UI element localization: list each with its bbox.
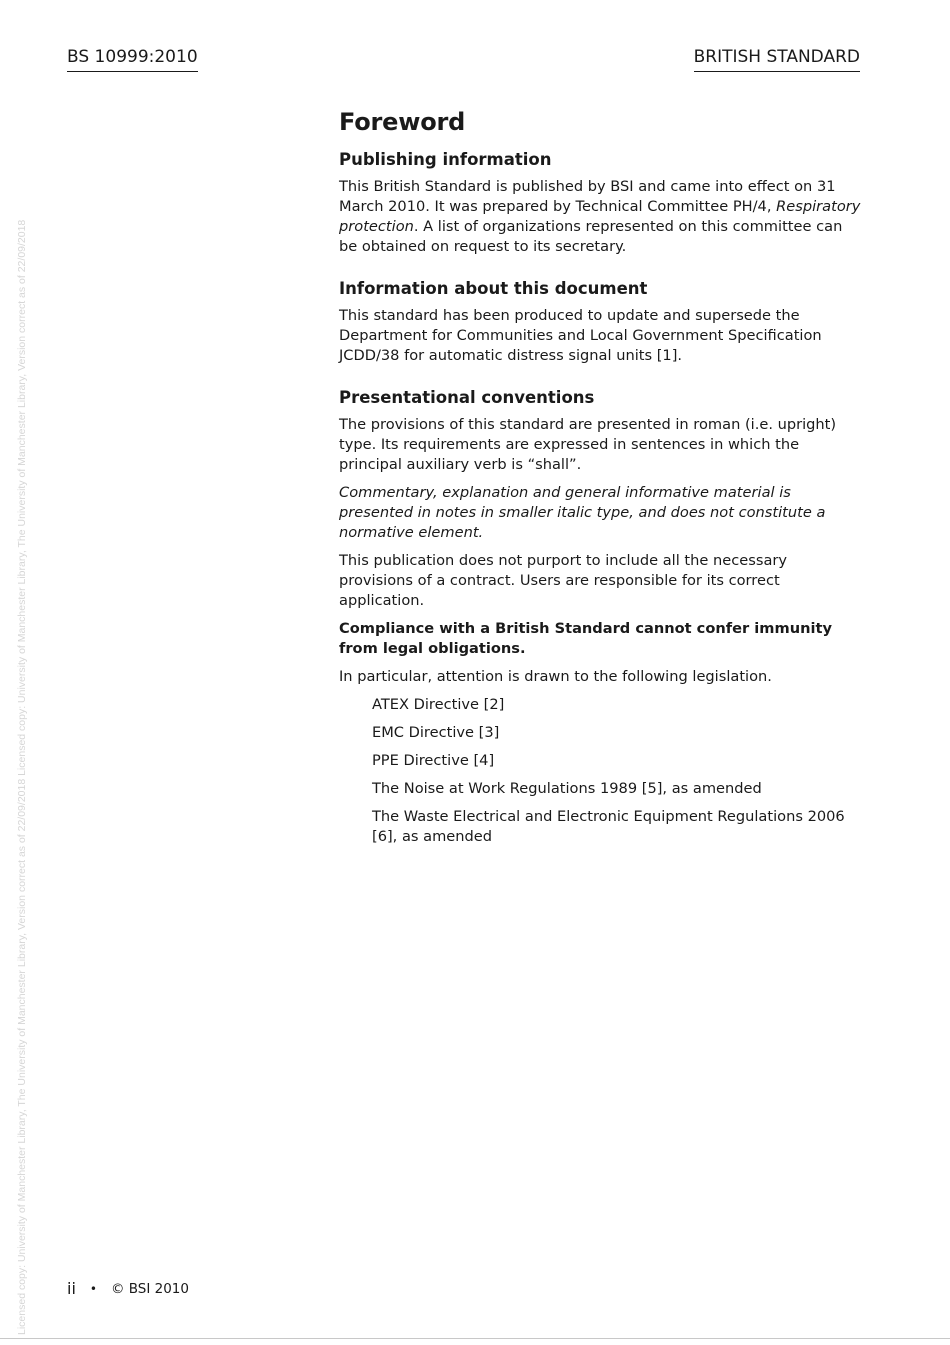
foreword-content	[339, 108, 864, 855]
publishing-paragraph	[339, 177, 864, 257]
legislation-item: EMC Directive [3]	[372, 724, 500, 741]
legislation-intro: In particular, attention is drawn to the following legislation.	[339, 668, 772, 685]
header-standard-number: BS 10999:2010	[67, 47, 198, 72]
legislation-item: The Waste Electrical and Electronic Equipment Regulations 2006 [6], as amended	[372, 808, 845, 845]
publishing-text-start: This British Standard is published by BSI and came into effect on 31 March 2010. It was prepared by Technical Committee PH/4,	[339, 178, 836, 215]
page-footer	[67, 1279, 189, 1298]
page-bottom-divider	[0, 1338, 950, 1339]
legislation-item: The Noise at Work Regulations 1989 [5], as amended	[372, 780, 762, 797]
heading-information-about-document: Information about this document	[339, 279, 648, 298]
header-british-standard: BRITISH STANDARD	[694, 47, 860, 72]
publishing-text-end: . A list of organizations represented on this committee can be obtained on request to its secretary.	[339, 218, 843, 255]
license-watermark: Licensed copy: University of Manchester Library, The University of Manchester Library, Version correct as of 22/09/2018 Licensed copy: University of Manchester Library, The University of Manchester Library, Version correct as of 22/09/2018	[16, 219, 28, 1335]
heading-publishing-information: Publishing information	[339, 150, 552, 169]
page-number: ii	[67, 1279, 76, 1298]
conventions-paragraph-provisions: This publication does not purport to include all the necessary provisions of a contract. Users are responsible for its correct application.	[339, 552, 788, 609]
legislation-item: PPE Directive [4]	[372, 752, 495, 769]
conventions-paragraph-commentary: Commentary, explanation and general informative material is presented in notes in smaller italic type, and does not constitute a normative element.	[339, 484, 826, 541]
copyright-notice: © BSI 2010	[110, 1280, 189, 1297]
compliance-statement: Compliance with a British Standard cannot confer immunity from legal obligations.	[339, 620, 832, 657]
footer-bullet: •	[89, 1281, 97, 1296]
page-title: Foreword	[339, 108, 466, 136]
conventions-paragraph-roman: The provisions of this standard are presented in roman (i.e. upright) type. Its requirements are expressed in sentences in which the principal auxiliary verb is “shall”.	[339, 416, 837, 473]
heading-presentational-conventions: Presentational conventions	[339, 388, 595, 407]
committee-name: Respiratory protection	[339, 198, 861, 235]
information-paragraph: This standard has been produced to update and supersede the Department for Communities and Local Government Specification JCDD/38 for automatic distress signal units [1].	[339, 307, 822, 364]
legislation-item: ATEX Directive [2]	[372, 696, 505, 713]
